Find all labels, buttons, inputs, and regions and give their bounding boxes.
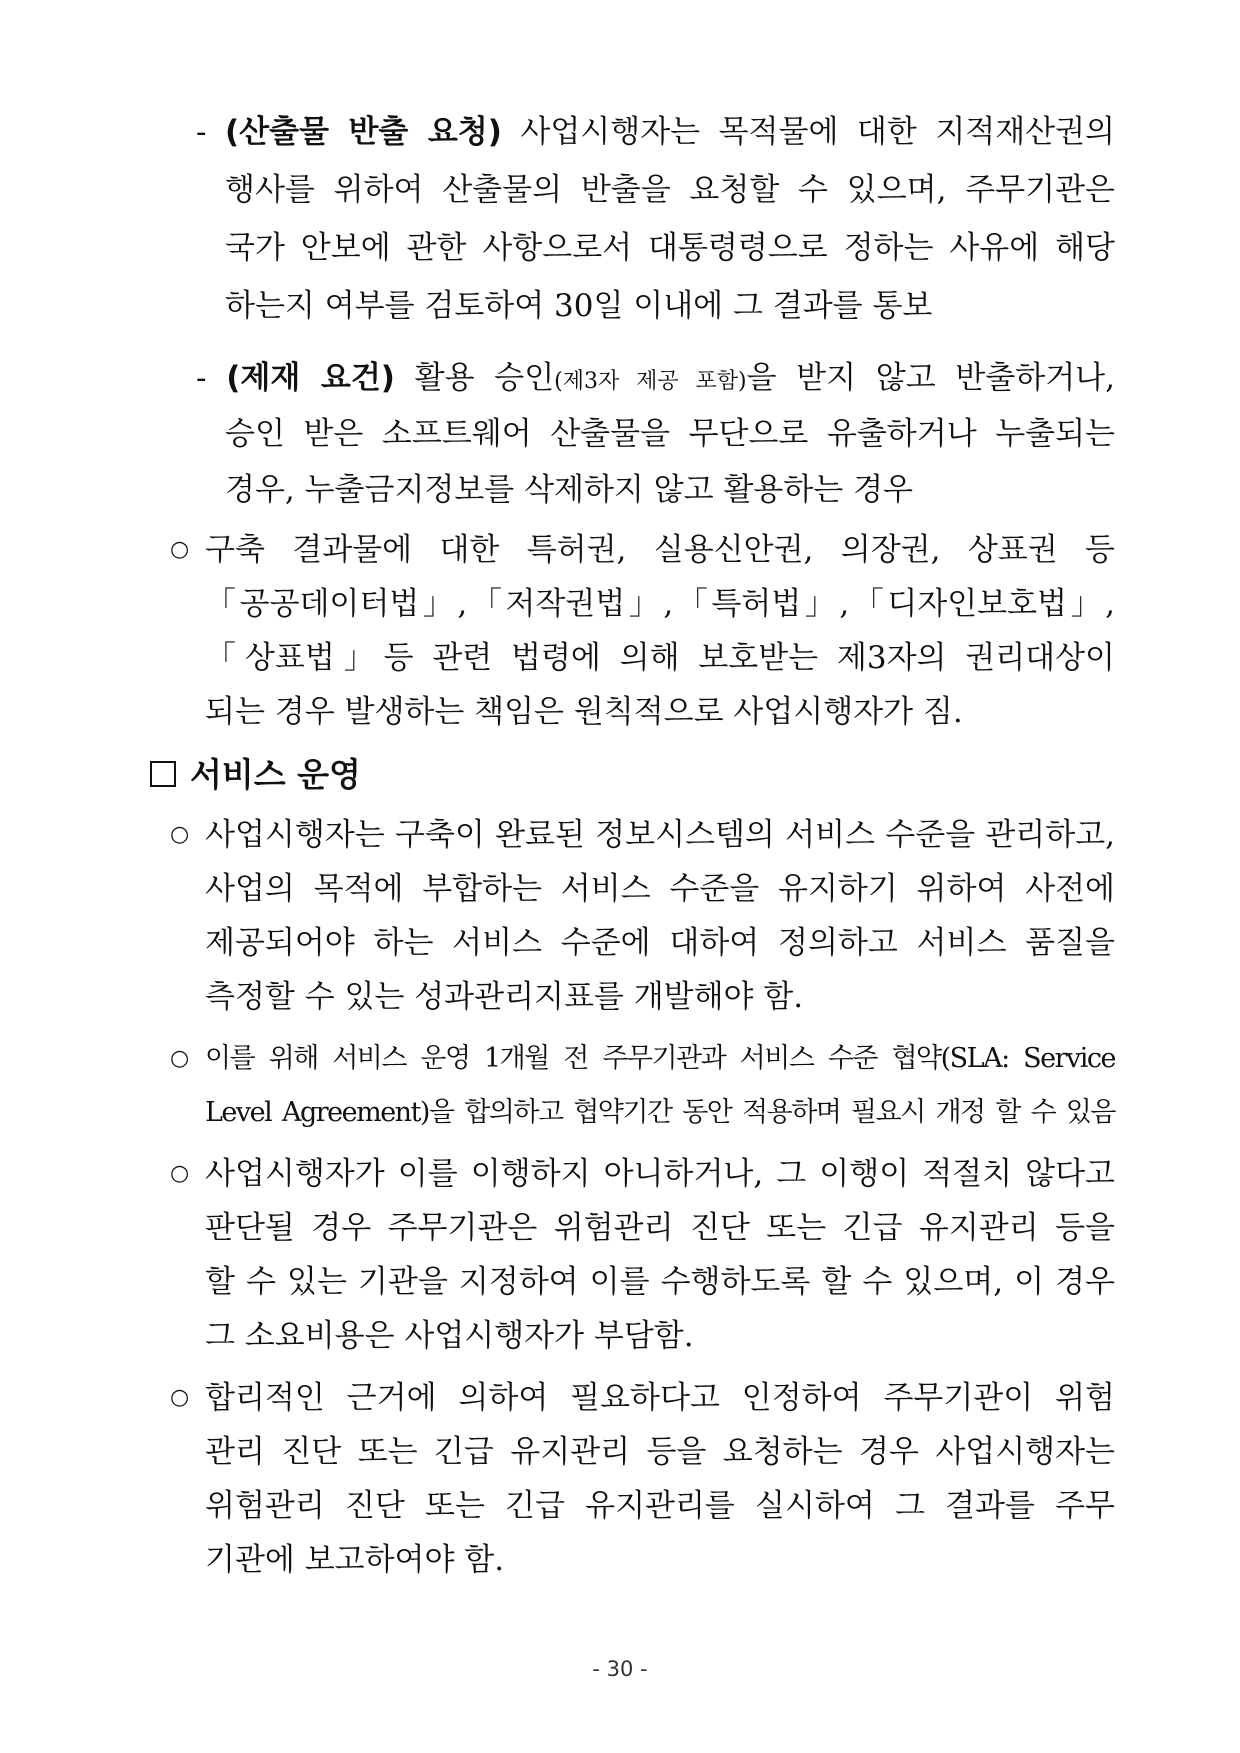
sla-management-line-4: 측정할 수 있는 성과관리지표를 개발해야 함. — [205, 979, 804, 1015]
sla-management-line-3: 제공되어야 하는 서비스 수준에 대하여 정의하고 서비스 품질을 — [205, 925, 1115, 961]
section-title: 서비스 운영 — [190, 755, 361, 794]
ip-rights-line-3: 「상표법」등 관련 법령에 의해 보호받는 제3자의 권리대상이 — [205, 640, 1115, 676]
circle-bullet: ○ — [170, 1161, 190, 1186]
sla-agreement-line-2: Level Agreement)을 합의하고 협약기간 동안 적용하며 필요시 개정 할 수 있음 — [205, 1097, 1115, 1128]
export-request-text: 사업시행자는 목적물에 대한 지적재산권의 — [501, 114, 1115, 150]
circle-bullet: ○ — [170, 822, 190, 847]
sla-management-line-1: 사업시행자는 구축이 완료된 정보시스템의 서비스 수준을 관리하고, — [205, 817, 1115, 853]
risk-diagnosis-line-1: 합리적인 근거에 의하여 필요하다고 인정하여 주무기관이 위험 — [205, 1380, 1115, 1416]
non-compliance-line-3: 할 수 있는 기관을 지정하여 이를 수행하도록 할 수 있으며, 이 경우 — [205, 1264, 1115, 1300]
non-compliance-line-2: 판단될 경우 주무기관은 위험관리 진단 또는 긴급 유지관리 등을 — [205, 1210, 1115, 1246]
ip-rights-line-4: 되는 경우 발생하는 책임은 원칙적으로 사업시행자가 짐. — [205, 694, 963, 730]
export-request-line-3: 국가 안보에 관한 사항으로서 대통령령으로 정하는 사유에 해당 — [225, 230, 1115, 266]
sanction-line-3: 경우, 누출금지정보를 삭제하지 않고 활용하는 경우 — [225, 472, 913, 508]
section-heading — [150, 753, 361, 797]
sanction-text-b: 을 받지 않고 반출하거나, — [746, 360, 1115, 396]
sanction-note: (제3자 제공 포함) — [554, 369, 747, 394]
non-compliance-line-4: 그 소요비용은 사업시행자가 부담함. — [205, 1318, 694, 1354]
export-request-line-1 — [196, 112, 1115, 152]
export-request-term: (산출물 반출 요청) — [225, 114, 502, 150]
risk-diagnosis-line-3: 위험관리 진단 또는 긴급 유지관리를 실시하여 그 결과를 주무 — [205, 1488, 1115, 1524]
export-request-line-2: 행사를 위하여 산출물의 반출을 요청할 수 있으며, 주무기관은 — [225, 172, 1115, 208]
export-request-line-4: 하는지 여부를 검토하여 30일 이내에 그 결과를 통보 — [225, 288, 933, 324]
risk-diagnosis-line-4: 기관에 보고하여야 함. — [205, 1542, 505, 1578]
sanction-term: (제재 요건) — [226, 360, 395, 396]
dash-marker: - — [196, 114, 207, 150]
sanction-text-a: 활용 승인 — [394, 360, 555, 396]
ip-rights-line-1: 구축 결과물에 대한 특허권, 실용신안권, 의장권, 상표권 등 — [205, 532, 1115, 568]
ip-rights-line-2: 「공공데이터법」,「저작권법」,「특허법」,「디자인보호법」, — [205, 586, 1115, 622]
page-number: - 30 - — [592, 1657, 648, 1681]
sanction-line-1 — [196, 358, 1115, 402]
sanction-line-2: 승인 받은 소프트웨어 산출물을 무단으로 유출하거나 누출되는 — [225, 416, 1115, 452]
circle-bullet: ○ — [170, 537, 190, 562]
sla-agreement-line-1: 이를 위해 서비스 운영 1개월 전 주무기관과 서비스 수준 협약(SLA: Service — [205, 1043, 1115, 1074]
risk-diagnosis-line-2: 관리 진단 또는 긴급 유지관리 등을 요청하는 경우 사업시행자는 — [205, 1434, 1115, 1470]
circle-bullet: ○ — [170, 1046, 190, 1071]
square-box-icon — [150, 761, 176, 787]
sla-management-line-2: 사업의 목적에 부합하는 서비스 수준을 유지하기 위하여 사전에 — [205, 871, 1115, 907]
non-compliance-line-1: 사업시행자가 이를 이행하지 아니하거나, 그 이행이 적절치 않다고 — [205, 1156, 1115, 1192]
circle-bullet: ○ — [170, 1385, 190, 1410]
dash-marker: - — [196, 360, 207, 396]
